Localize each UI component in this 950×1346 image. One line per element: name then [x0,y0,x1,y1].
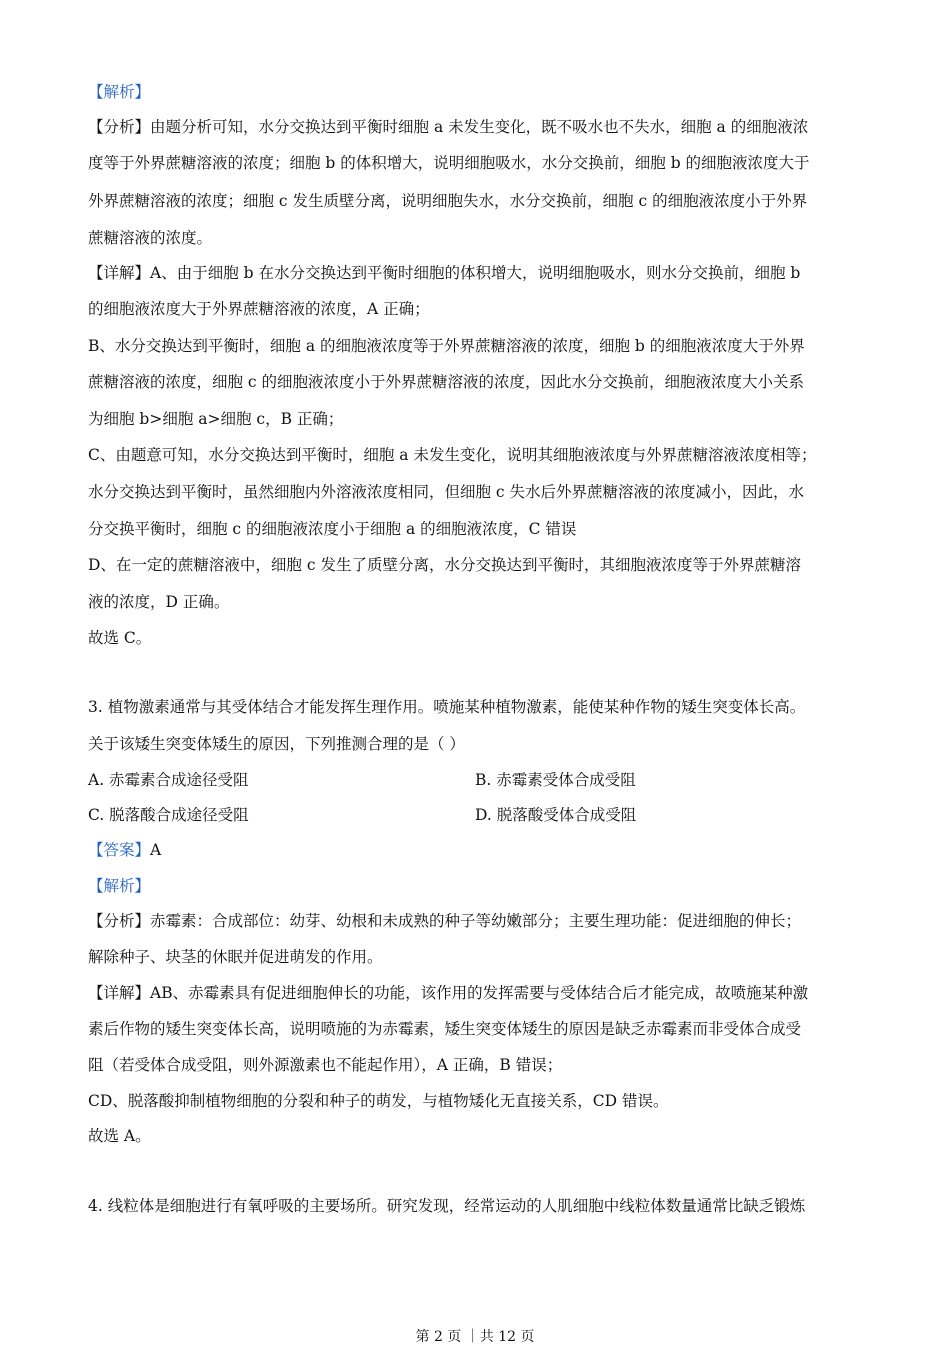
fenxi-line: 外界蔗糖溶液的浓度；细胞 c 发生质壁分离，说明细胞失水，水分交换前，细胞 c 的细胞液浓度小于外界 [88,192,808,210]
analysis-tag: 【解析】 [88,83,151,101]
xiangjie-line [88,983,808,1003]
question-stem: 4. 线粒体是细胞进行有氧呼吸的主要场所。研究发现，经常运动的人肌细胞中线粒体数量通常比缺乏锻炼 [88,1197,806,1215]
xiangjie-tag: 【详解】 [88,264,151,282]
xiangjie-line: 的细胞液浓度大于外界蔗糖溶液的浓度，A 正确； [88,300,430,318]
option-d: D. 脱落酸受体合成受阻 [475,806,637,824]
xiangjie-text: A、由于细胞 b 在水分交换达到平衡时细胞的体积增大，说明细胞吸水，则水分交换前，细胞 b [150,264,801,282]
xiangjie-line: D、在一定的蔗糖溶液中，细胞 c 发生了质壁分离，水分交换达到平衡时，其细胞液浓度等于外界蔗糖溶 [88,556,801,574]
analysis-tag: 【解析】 [88,877,151,895]
xiangjie-line: 蔗糖溶液的浓度，细胞 c 的细胞液浓度小于外界蔗糖溶液的浓度，因此水分交换前，细胞液浓度大小关系 [88,373,805,391]
xiangjie-line: B、水分交换达到平衡时，细胞 a 的细胞液浓度等于外界蔗糖溶液的浓度，细胞 b 的细胞液浓度大于外界 [88,337,805,355]
xiangjie-text: AB、赤霉素具有促进细胞伸长的功能，该作用的发挥需要与受体结合后才能完成，故喷施某种激 [150,984,809,1002]
fenxi-text: 赤霉素：合成部位：幼芽、幼根和未成熟的种子等幼嫩部分；主要生理功能：促进细胞的伸长； [150,912,802,930]
fenxi-line [88,911,801,931]
answer-tag: 【答案】 [88,841,151,859]
fenxi-text: 由题分析可知，水分交换达到平衡时细胞 a 未发生变化，既不吸水也不失水，细胞 a 的细胞液浓 [150,118,809,136]
answer-line [88,840,161,860]
fenxi-line [88,117,808,137]
xiangjie-line: 素后作物的矮生突变体长高，说明喷施的为赤霉素，矮生突变体矮生的原因是缺乏赤霉素而非受体合成受 [88,1020,802,1038]
xiangjie-line: C、由题意可知，水分交换达到平衡时，细胞 a 未发生变化，说明其细胞液浓度与外界蔗糖溶液浓度相等； [88,446,817,464]
xiangjie-line: 分交换平衡时，细胞 c 的细胞液浓度小于细胞 a 的细胞液浓度，C 错误 [88,520,577,538]
fenxi-line: 解除种子、块茎的休眠并促进萌发的作用。 [88,948,383,966]
xiangjie-line: 液的浓度，D 正确。 [88,593,230,611]
xiangjie-tag: 【详解】 [88,984,151,1002]
fenxi-line: 度等于外界蔗糖溶液的浓度；细胞 b 的体积增大，说明细胞吸水，水分交换前，细胞 b 的细胞液浓度大于 [88,154,810,172]
xiangjie-line: 为细胞 b>细胞 a>细胞 c，B 正确； [88,410,344,428]
xiangjie-line: 阻（若受体合成受阻，则外源激素也不能起作用），A 正确，B 错误； [88,1056,563,1074]
fenxi-tag: 【分析】 [88,912,151,930]
answer-value: A [150,841,162,859]
conclusion: 故选 C。 [88,629,152,647]
fenxi-line: 蔗糖溶液的浓度。 [88,229,213,247]
question-stem: 关于该矮生突变体矮生的原因，下列推测合理的是（ ） [88,735,465,753]
option-b: B. 赤霉素受体合成受阻 [475,771,636,789]
xiangjie-line [88,263,800,283]
option-c: C. 脱落酸合成途径受阻 [88,806,249,824]
option-a: A. 赤霉素合成途径受阻 [88,771,249,789]
fenxi-tag: 【分析】 [88,118,151,136]
xiangjie-line: 水分交换达到平衡时，虽然细胞内外溶液浓度相同，但细胞 c 失水后外界蔗糖溶液的浓度减小，因此，水 [88,483,805,501]
question-stem: 3. 植物激素通常与其受体结合才能发挥生理作用。喷施某种植物激素，能使某种作物的矮生突变体长高。 [88,698,806,716]
page-footer: 第 2 页 ｜共 12 页 [415,1329,535,1345]
conclusion: 故选 A。 [88,1127,151,1145]
xiangjie-line: CD、脱落酸抑制植物细胞的分裂和种子的萌发，与植物矮化无直接关系，CD 错误。 [88,1092,669,1110]
